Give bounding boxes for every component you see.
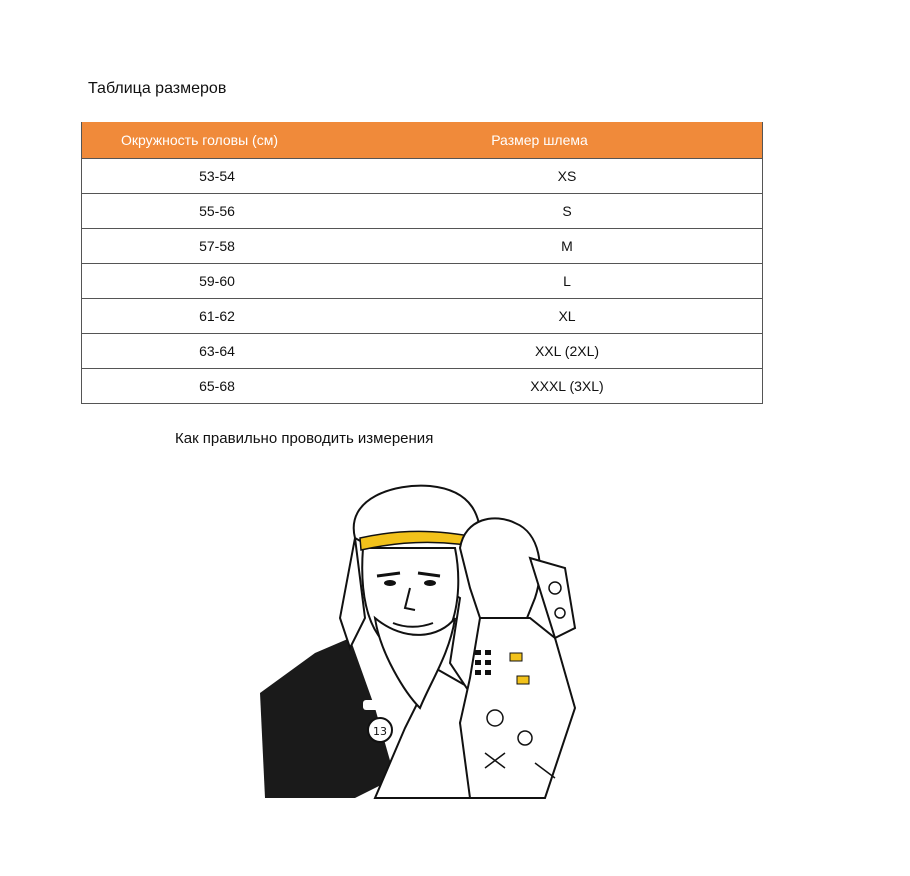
size-cell: S: [562, 203, 572, 219]
size-cell: XL: [558, 308, 576, 324]
table-row: [82, 333, 762, 368]
table-header: [82, 122, 762, 158]
circumference-cell: 53-54: [199, 168, 235, 184]
header-helmet-size: Размер шлема: [491, 132, 588, 148]
circumference-cell: 55-56: [199, 203, 235, 219]
size-table: [81, 122, 763, 404]
table-row: [82, 158, 762, 193]
measurement-subtitle: Как правильно проводить измерения: [175, 430, 434, 447]
circumference-cell: 65-68: [199, 378, 235, 394]
table-row: [82, 368, 762, 403]
header-head-circumference: Окружность головы (см): [120, 132, 278, 148]
circumference-cell: 61-62: [199, 308, 235, 324]
table-row: [82, 193, 762, 228]
size-cell: L: [563, 273, 571, 289]
size-cell: M: [561, 238, 573, 254]
table-row: [82, 263, 762, 298]
table-row: [82, 298, 762, 333]
circumference-cell: 57-58: [199, 238, 235, 254]
circumference-cell: 59-60: [199, 273, 235, 289]
table-row: [82, 228, 762, 263]
size-cell: XXXL (3XL): [530, 378, 604, 394]
size-cell: XS: [557, 168, 577, 184]
svg-text:13: 13: [373, 725, 387, 738]
size-cell: XXL (2XL): [534, 343, 600, 359]
page-title: Таблица размеров: [88, 80, 227, 97]
circumference-cell: 63-64: [199, 343, 235, 359]
measuring-head-illustration-icon: [255, 478, 585, 803]
